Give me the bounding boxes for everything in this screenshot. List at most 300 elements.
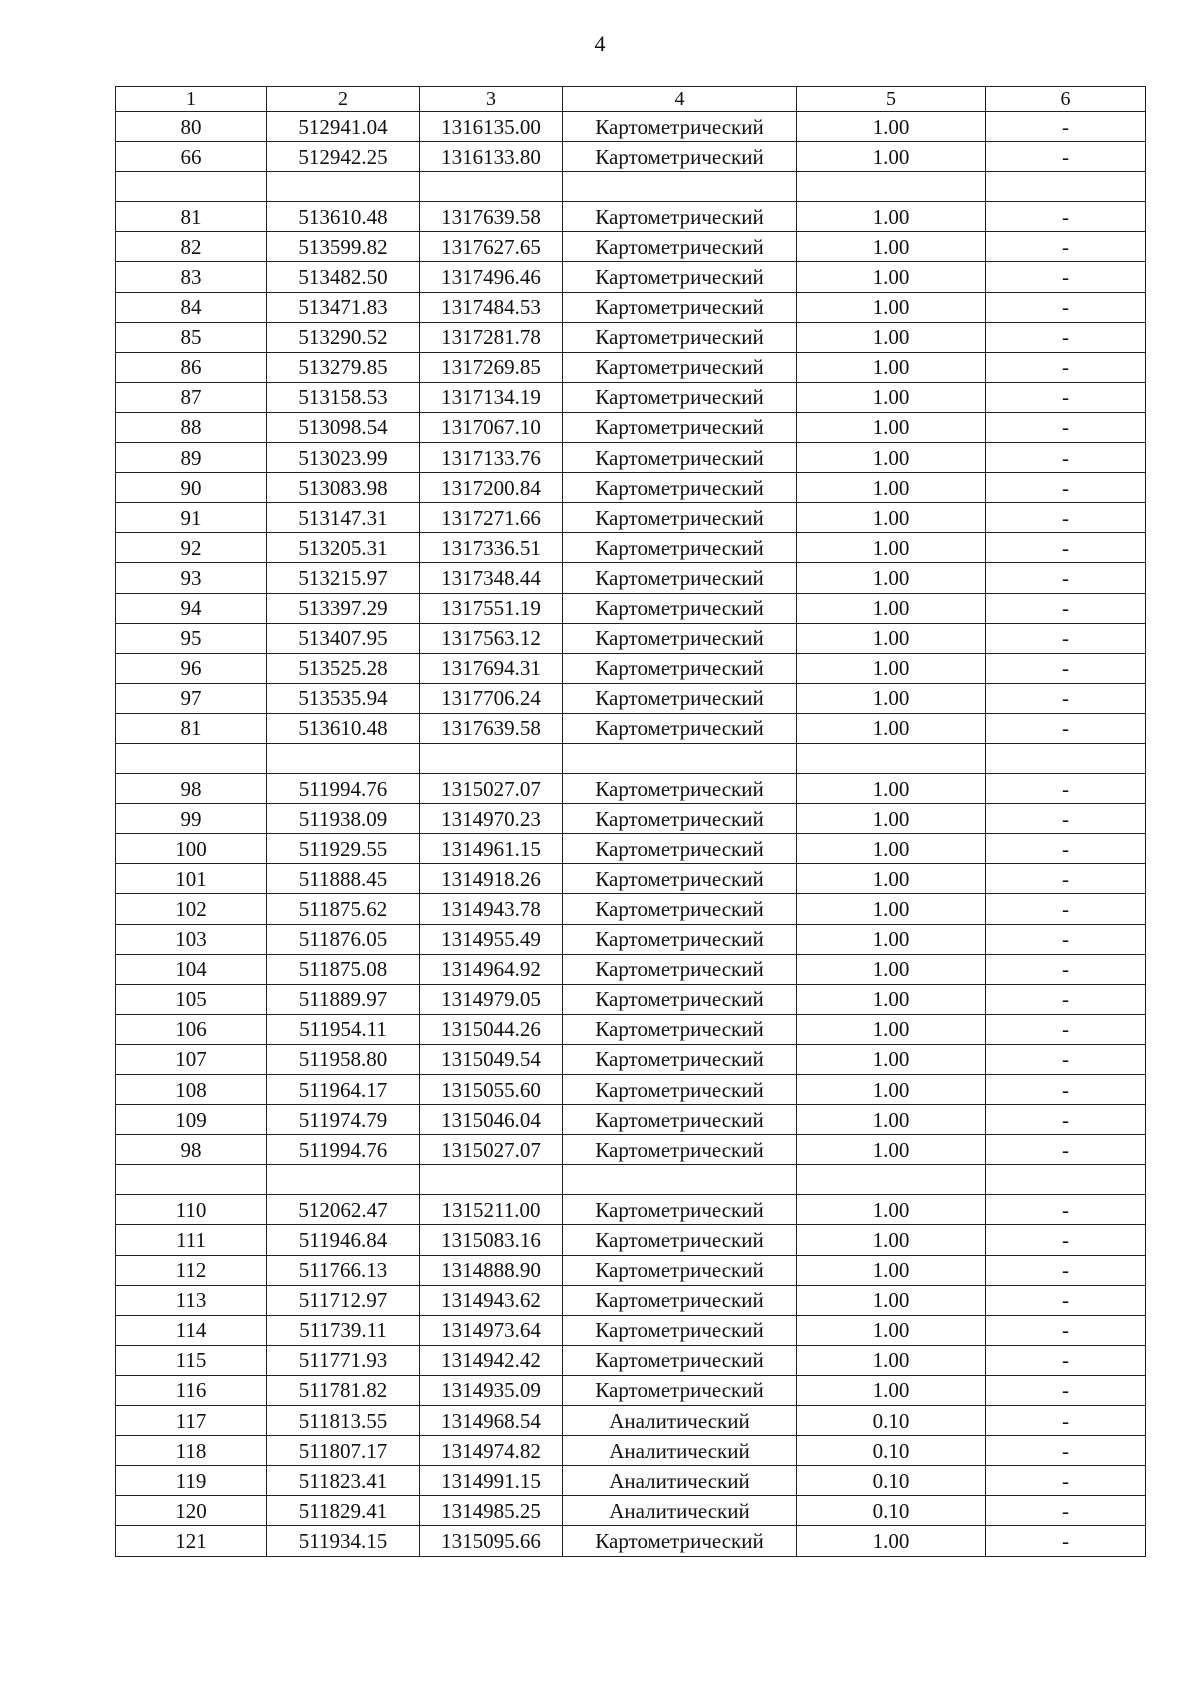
note-cell: - (986, 593, 1146, 623)
accuracy-cell: 1.00 (797, 1225, 986, 1255)
accuracy-cell: 1.00 (797, 1044, 986, 1074)
point-number-cell: 90 (116, 473, 267, 503)
method-cell: Аналитический (563, 1496, 797, 1526)
table-row (116, 834, 1146, 864)
x-coordinate-cell: 513471.83 (267, 292, 420, 322)
method-cell: Картометрический (563, 1375, 797, 1405)
x-coordinate-cell: 513147.31 (267, 503, 420, 533)
accuracy-cell: 1.00 (797, 262, 986, 292)
method-cell: Картометрический (563, 1105, 797, 1135)
point-number-cell: 84 (116, 292, 267, 322)
table-row (116, 112, 1146, 142)
note-cell: - (986, 894, 1146, 924)
y-coordinate-cell: 1317133.76 (420, 443, 563, 473)
accuracy-cell (797, 743, 986, 773)
accuracy-cell: 1.00 (797, 1135, 986, 1165)
method-cell: Картометрический (563, 593, 797, 623)
table-row (116, 503, 1146, 533)
y-coordinate-cell (420, 172, 563, 202)
x-coordinate-cell: 513290.52 (267, 322, 420, 352)
x-coordinate-cell: 511888.45 (267, 864, 420, 894)
note-cell: - (986, 774, 1146, 804)
accuracy-cell: 1.00 (797, 322, 986, 352)
point-number-cell: 106 (116, 1014, 267, 1044)
table-row (116, 623, 1146, 653)
column-header: 3 (420, 87, 563, 112)
note-cell: - (986, 1496, 1146, 1526)
y-coordinate-cell: 1314991.15 (420, 1466, 563, 1496)
point-number-cell: 120 (116, 1496, 267, 1526)
point-number-cell: 86 (116, 352, 267, 382)
y-coordinate-cell: 1314888.90 (420, 1255, 563, 1285)
method-cell: Картометрический (563, 1044, 797, 1074)
note-cell: - (986, 443, 1146, 473)
note-cell (986, 743, 1146, 773)
accuracy-cell: 0.10 (797, 1406, 986, 1436)
method-cell: Картометрический (563, 533, 797, 563)
coordinates-table (115, 86, 1146, 1557)
note-cell: - (986, 683, 1146, 713)
note-cell: - (986, 1436, 1146, 1466)
point-number-cell: 89 (116, 443, 267, 473)
accuracy-cell: 1.00 (797, 623, 986, 653)
point-number-cell: 81 (116, 202, 267, 232)
method-cell: Картометрический (563, 1195, 797, 1225)
x-coordinate-cell: 512941.04 (267, 112, 420, 142)
method-cell: Картометрический (563, 1285, 797, 1315)
point-number-cell: 111 (116, 1225, 267, 1255)
accuracy-cell (797, 172, 986, 202)
method-cell: Картометрический (563, 382, 797, 412)
y-coordinate-cell: 1314974.82 (420, 1436, 563, 1466)
table-row (116, 1315, 1146, 1345)
y-coordinate-cell: 1317563.12 (420, 623, 563, 653)
point-number-cell: 99 (116, 804, 267, 834)
x-coordinate-cell: 511954.11 (267, 1014, 420, 1044)
point-number-cell: 81 (116, 713, 267, 743)
y-coordinate-cell: 1314973.64 (420, 1315, 563, 1345)
accuracy-cell (797, 1165, 986, 1195)
x-coordinate-cell: 511712.97 (267, 1285, 420, 1315)
accuracy-cell: 1.00 (797, 804, 986, 834)
table-row (116, 563, 1146, 593)
point-number-cell: 91 (116, 503, 267, 533)
y-coordinate-cell: 1314955.49 (420, 924, 563, 954)
accuracy-cell: 1.00 (797, 142, 986, 172)
y-coordinate-cell: 1314935.09 (420, 1375, 563, 1405)
note-cell: - (986, 142, 1146, 172)
table-row (116, 172, 1146, 202)
table-row (116, 142, 1146, 172)
accuracy-cell: 1.00 (797, 1345, 986, 1375)
method-cell: Картометрический (563, 984, 797, 1014)
point-number-cell: 112 (116, 1255, 267, 1285)
accuracy-cell: 1.00 (797, 1014, 986, 1044)
method-cell: Картометрический (563, 412, 797, 442)
x-coordinate-cell: 511771.93 (267, 1345, 420, 1375)
table-row (116, 1135, 1146, 1165)
accuracy-cell: 1.00 (797, 443, 986, 473)
table-body (116, 112, 1146, 1557)
x-coordinate-cell: 513535.94 (267, 683, 420, 713)
point-number-cell: 103 (116, 924, 267, 954)
method-cell: Картометрический (563, 1315, 797, 1345)
table-row (116, 382, 1146, 412)
accuracy-cell: 1.00 (797, 713, 986, 743)
note-cell: - (986, 1044, 1146, 1074)
note-cell: - (986, 382, 1146, 412)
note-cell: - (986, 1375, 1146, 1405)
accuracy-cell: 1.00 (797, 653, 986, 683)
table-row (116, 804, 1146, 834)
x-coordinate-cell: 512942.25 (267, 142, 420, 172)
x-coordinate-cell: 513215.97 (267, 563, 420, 593)
y-coordinate-cell: 1314961.15 (420, 834, 563, 864)
table-row (116, 774, 1146, 804)
note-cell (986, 172, 1146, 202)
x-coordinate-cell: 513158.53 (267, 382, 420, 412)
note-cell: - (986, 1014, 1146, 1044)
point-number-cell: 87 (116, 382, 267, 412)
y-coordinate-cell: 1317694.31 (420, 653, 563, 683)
table-row (116, 232, 1146, 262)
y-coordinate-cell: 1314970.23 (420, 804, 563, 834)
note-cell: - (986, 653, 1146, 683)
page-number: 4 (594, 31, 606, 56)
x-coordinate-cell: 512062.47 (267, 1195, 420, 1225)
point-number-cell: 115 (116, 1345, 267, 1375)
x-coordinate-cell: 511875.08 (267, 954, 420, 984)
y-coordinate-cell: 1317269.85 (420, 352, 563, 382)
x-coordinate-cell: 513610.48 (267, 713, 420, 743)
table-row (116, 1014, 1146, 1044)
accuracy-cell: 1.00 (797, 864, 986, 894)
method-cell: Картометрический (563, 1345, 797, 1375)
point-number-cell: 83 (116, 262, 267, 292)
table-row (116, 1496, 1146, 1526)
method-cell: Картометрический (563, 1014, 797, 1044)
x-coordinate-cell: 513525.28 (267, 653, 420, 683)
y-coordinate-cell: 1317271.66 (420, 503, 563, 533)
y-coordinate-cell: 1317336.51 (420, 533, 563, 563)
point-number-cell: 107 (116, 1044, 267, 1074)
point-number-cell: 96 (116, 653, 267, 683)
point-number-cell: 82 (116, 232, 267, 262)
accuracy-cell: 1.00 (797, 382, 986, 412)
point-number-cell: 97 (116, 683, 267, 713)
point-number-cell: 94 (116, 593, 267, 623)
accuracy-cell: 1.00 (797, 292, 986, 322)
note-cell (986, 1165, 1146, 1195)
y-coordinate-cell: 1317706.24 (420, 683, 563, 713)
note-cell: - (986, 292, 1146, 322)
x-coordinate-cell: 513023.99 (267, 443, 420, 473)
point-number-cell: 110 (116, 1195, 267, 1225)
x-coordinate-cell: 511781.82 (267, 1375, 420, 1405)
table-row (116, 1225, 1146, 1255)
table-row (116, 1165, 1146, 1195)
y-coordinate-cell: 1317484.53 (420, 292, 563, 322)
y-coordinate-cell: 1316135.00 (420, 112, 563, 142)
table-row (116, 1406, 1146, 1436)
method-cell: Картометрический (563, 774, 797, 804)
table-row (116, 412, 1146, 442)
accuracy-cell: 1.00 (797, 473, 986, 503)
method-cell: Картометрический (563, 924, 797, 954)
x-coordinate-cell: 511876.05 (267, 924, 420, 954)
method-cell: Картометрический (563, 232, 797, 262)
x-coordinate-cell: 513083.98 (267, 473, 420, 503)
table-row (116, 864, 1146, 894)
method-cell: Картометрический (563, 202, 797, 232)
point-number-cell (116, 743, 267, 773)
y-coordinate-cell: 1317639.58 (420, 713, 563, 743)
table-row (116, 1526, 1146, 1556)
method-cell: Картометрический (563, 322, 797, 352)
accuracy-cell: 1.00 (797, 412, 986, 442)
method-cell: Картометрический (563, 443, 797, 473)
table-header-row (116, 87, 1146, 112)
x-coordinate-cell: 511813.55 (267, 1406, 420, 1436)
point-number-cell: 100 (116, 834, 267, 864)
method-cell (563, 172, 797, 202)
accuracy-cell: 1.00 (797, 894, 986, 924)
note-cell: - (986, 262, 1146, 292)
accuracy-cell: 1.00 (797, 1315, 986, 1345)
note-cell: - (986, 202, 1146, 232)
table-row (116, 593, 1146, 623)
table-row (116, 1345, 1146, 1375)
x-coordinate-cell: 511938.09 (267, 804, 420, 834)
note-cell: - (986, 1225, 1146, 1255)
method-cell: Аналитический (563, 1466, 797, 1496)
y-coordinate-cell (420, 743, 563, 773)
accuracy-cell: 1.00 (797, 984, 986, 1014)
x-coordinate-cell: 511974.79 (267, 1105, 420, 1135)
point-number-cell: 92 (116, 533, 267, 563)
accuracy-cell: 1.00 (797, 1255, 986, 1285)
y-coordinate-cell: 1315046.04 (420, 1105, 563, 1135)
method-cell: Картометрический (563, 1225, 797, 1255)
note-cell: - (986, 1315, 1146, 1345)
note-cell: - (986, 473, 1146, 503)
table-row (116, 322, 1146, 352)
note-cell: - (986, 834, 1146, 864)
method-cell: Картометрический (563, 713, 797, 743)
y-coordinate-cell: 1315027.07 (420, 774, 563, 804)
y-coordinate-cell: 1317281.78 (420, 322, 563, 352)
method-cell: Картометрический (563, 683, 797, 713)
accuracy-cell: 0.10 (797, 1466, 986, 1496)
method-cell: Картометрический (563, 804, 797, 834)
x-coordinate-cell: 511823.41 (267, 1466, 420, 1496)
accuracy-cell: 0.10 (797, 1436, 986, 1466)
accuracy-cell: 1.00 (797, 202, 986, 232)
table-row (116, 1285, 1146, 1315)
point-number-cell: 101 (116, 864, 267, 894)
y-coordinate-cell: 1317200.84 (420, 473, 563, 503)
table-row (116, 1375, 1146, 1405)
accuracy-cell: 1.00 (797, 1075, 986, 1105)
note-cell: - (986, 864, 1146, 894)
note-cell: - (986, 533, 1146, 563)
point-number-cell: 114 (116, 1315, 267, 1345)
x-coordinate-cell: 513407.95 (267, 623, 420, 653)
x-coordinate-cell: 513098.54 (267, 412, 420, 442)
method-cell: Картометрический (563, 1255, 797, 1285)
accuracy-cell: 1.00 (797, 834, 986, 864)
method-cell: Аналитический (563, 1406, 797, 1436)
y-coordinate-cell: 1317134.19 (420, 382, 563, 412)
x-coordinate-cell: 513397.29 (267, 593, 420, 623)
note-cell: - (986, 713, 1146, 743)
table-row (116, 202, 1146, 232)
column-header: 4 (563, 87, 797, 112)
method-cell: Картометрический (563, 864, 797, 894)
x-coordinate-cell: 511964.17 (267, 1075, 420, 1105)
y-coordinate-cell: 1315095.66 (420, 1526, 563, 1556)
x-coordinate-cell: 511946.84 (267, 1225, 420, 1255)
point-number-cell: 88 (116, 412, 267, 442)
point-number-cell: 116 (116, 1375, 267, 1405)
y-coordinate-cell: 1315055.60 (420, 1075, 563, 1105)
table-row (116, 1436, 1146, 1466)
x-coordinate-cell: 511829.41 (267, 1496, 420, 1526)
accuracy-cell: 1.00 (797, 563, 986, 593)
accuracy-cell: 1.00 (797, 954, 986, 984)
point-number-cell: 118 (116, 1436, 267, 1466)
note-cell: - (986, 1285, 1146, 1315)
point-number-cell: 66 (116, 142, 267, 172)
note-cell: - (986, 1466, 1146, 1496)
x-coordinate-cell: 513205.31 (267, 533, 420, 563)
method-cell: Картометрический (563, 834, 797, 864)
table-row (116, 1075, 1146, 1105)
x-coordinate-cell: 513610.48 (267, 202, 420, 232)
y-coordinate-cell: 1315083.16 (420, 1225, 563, 1255)
note-cell: - (986, 804, 1146, 834)
accuracy-cell: 1.00 (797, 1285, 986, 1315)
note-cell: - (986, 984, 1146, 1014)
y-coordinate-cell: 1316133.80 (420, 142, 563, 172)
accuracy-cell: 1.00 (797, 232, 986, 262)
method-cell: Картометрический (563, 112, 797, 142)
note-cell: - (986, 1135, 1146, 1165)
note-cell: - (986, 563, 1146, 593)
x-coordinate-cell: 511994.76 (267, 774, 420, 804)
table-row (116, 292, 1146, 322)
method-cell: Картометрический (563, 292, 797, 322)
accuracy-cell: 1.00 (797, 533, 986, 563)
y-coordinate-cell: 1314942.42 (420, 1345, 563, 1375)
x-coordinate-cell: 513482.50 (267, 262, 420, 292)
note-cell: - (986, 412, 1146, 442)
point-number-cell: 117 (116, 1406, 267, 1436)
table-row (116, 352, 1146, 382)
x-coordinate-cell: 513599.82 (267, 232, 420, 262)
table-row (116, 1466, 1146, 1496)
y-coordinate-cell: 1314943.62 (420, 1285, 563, 1315)
y-coordinate-cell: 1317067.10 (420, 412, 563, 442)
note-cell: - (986, 352, 1146, 382)
table-row (116, 473, 1146, 503)
table-row (116, 924, 1146, 954)
column-header: 2 (267, 87, 420, 112)
table-row (116, 713, 1146, 743)
note-cell: - (986, 232, 1146, 262)
accuracy-cell: 1.00 (797, 112, 986, 142)
point-number-cell (116, 172, 267, 202)
x-coordinate-cell: 511994.76 (267, 1135, 420, 1165)
x-coordinate-cell: 511739.11 (267, 1315, 420, 1345)
x-coordinate-cell: 511875.62 (267, 894, 420, 924)
accuracy-cell: 1.00 (797, 1105, 986, 1135)
y-coordinate-cell: 1314964.92 (420, 954, 563, 984)
point-number-cell: 104 (116, 954, 267, 984)
point-number-cell: 108 (116, 1075, 267, 1105)
method-cell: Картометрический (563, 1075, 797, 1105)
point-number-cell: 105 (116, 984, 267, 1014)
method-cell: Картометрический (563, 954, 797, 984)
accuracy-cell: 0.10 (797, 1496, 986, 1526)
table-row (116, 262, 1146, 292)
x-coordinate-cell (267, 743, 420, 773)
column-header: 1 (116, 87, 267, 112)
method-cell: Картометрический (563, 563, 797, 593)
x-coordinate-cell: 511929.55 (267, 834, 420, 864)
table-row (116, 1255, 1146, 1285)
table-row (116, 984, 1146, 1014)
table-row (116, 1195, 1146, 1225)
y-coordinate-cell: 1317348.44 (420, 563, 563, 593)
point-number-cell (116, 1165, 267, 1195)
point-number-cell: 113 (116, 1285, 267, 1315)
y-coordinate-cell: 1314979.05 (420, 984, 563, 1014)
table-row (116, 1044, 1146, 1074)
method-cell: Картометрический (563, 473, 797, 503)
method-cell: Картометрический (563, 1135, 797, 1165)
point-number-cell: 98 (116, 774, 267, 804)
note-cell: - (986, 1406, 1146, 1436)
note-cell: - (986, 1345, 1146, 1375)
point-number-cell: 80 (116, 112, 267, 142)
method-cell: Картометрический (563, 142, 797, 172)
table-row (116, 1105, 1146, 1135)
column-header: 6 (986, 87, 1146, 112)
note-cell: - (986, 924, 1146, 954)
note-cell: - (986, 112, 1146, 142)
y-coordinate-cell: 1317496.46 (420, 262, 563, 292)
accuracy-cell: 1.00 (797, 352, 986, 382)
note-cell: - (986, 623, 1146, 653)
table-row (116, 443, 1146, 473)
method-cell: Аналитический (563, 1436, 797, 1466)
point-number-cell: 98 (116, 1135, 267, 1165)
y-coordinate-cell: 1317551.19 (420, 593, 563, 623)
y-coordinate-cell: 1314943.78 (420, 894, 563, 924)
table-row (116, 653, 1146, 683)
point-number-cell: 119 (116, 1466, 267, 1496)
point-number-cell: 95 (116, 623, 267, 653)
note-cell: - (986, 954, 1146, 984)
y-coordinate-cell: 1315044.26 (420, 1014, 563, 1044)
x-coordinate-cell: 511807.17 (267, 1436, 420, 1466)
method-cell: Картометрический (563, 262, 797, 292)
method-cell: Картометрический (563, 352, 797, 382)
method-cell: Картометрический (563, 653, 797, 683)
x-coordinate-cell: 511958.80 (267, 1044, 420, 1074)
method-cell (563, 1165, 797, 1195)
